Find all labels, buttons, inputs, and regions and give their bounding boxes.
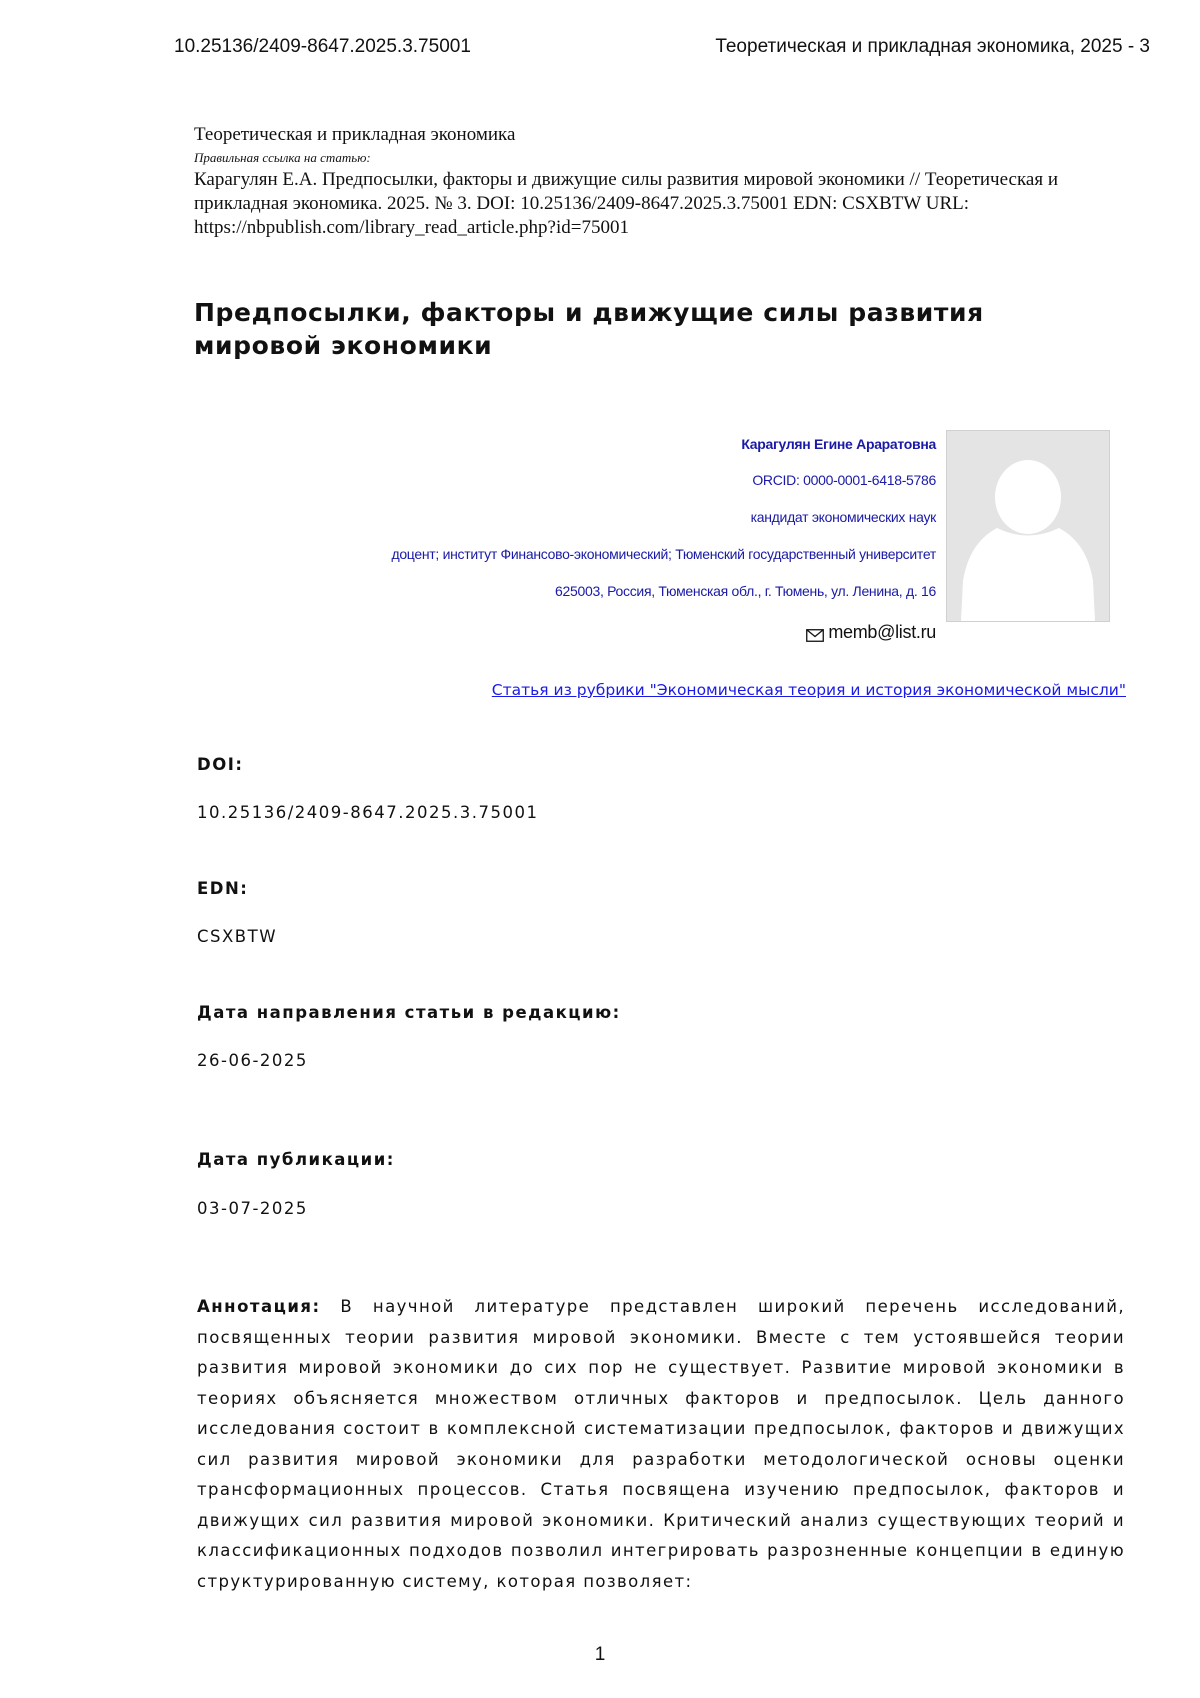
author-degree: кандидат экономических наук (750, 509, 936, 525)
edn-value: CSXBTW (197, 927, 278, 946)
running-header-doi: 10.25136/2409-8647.2025.3.75001 (174, 36, 471, 57)
citation-text[interactable]: Карагулян Е.А. Предпосылки, факторы и движущие силы развития мировой экономики // Теоретическая и прикладная экономика. 2025. № 3. DOI: 10.25136/2409-8647.2025.3.75001 EDN: CSXBTW URL: https://nbpublish.com/library_read_article.php?id=75001 (194, 169, 1058, 238)
running-header-journal: Теоретическая и прикладная экономика, 2025 - 3 (715, 36, 1150, 57)
abstract (197, 1292, 1125, 1597)
edn-label: EDN: (197, 879, 249, 898)
author-photo-placeholder (946, 430, 1110, 622)
submission-date-value: 26-06-2025 (197, 1051, 308, 1070)
author-orcid: ORCID: 0000-0001-6418-5786 (752, 472, 936, 488)
author-address: 625003, Россия, Тюменская обл., г. Тюмень, ул. Ленина, д. 16 (555, 583, 936, 599)
abstract-label: Аннотация: (197, 1297, 321, 1316)
author-email[interactable] (806, 622, 936, 643)
envelope-icon (806, 626, 824, 639)
abstract-text: В научной литературе представлен широкий перечень исследований, посвященных теории развития мировой экономики. Вместе с тем устоявшейся теории развития мировой экономики до сих пор не существует. Развитие мировой экономики в теориях объясняется множеством отличных факторов и предпосылок. Цель данного исследования состоит в комплексной систематизации предпосылок, факторов и движущих сил развития мировой экономики для разработки методологической основы оценки трансформационных процессов. Статья посвящена изучению предпосылок, факторов и движущих сил развития мировой экономики. Критический анализ существующих теорий и классификационных подходов позволил интегрировать разрозненные концепции в единую структурированную систему, которая позволяет: (197, 1297, 1125, 1591)
author-position: доцент; институт Финансово-экономический; Тюменский государственный университет (391, 546, 936, 562)
doi-label: DOI: (197, 755, 244, 774)
citation-journal: Теоретическая и прикладная экономика (194, 124, 516, 145)
page-number: 1 (594, 1644, 606, 1665)
publication-date-value: 03-07-2025 (197, 1199, 308, 1218)
citation-label: Правильная ссылка на статью: (194, 150, 371, 165)
article-title: Предпосылки, факторы и движущие силы развития мировой экономики (194, 298, 984, 360)
author-email-text[interactable]: memb@list.ru (828, 622, 936, 642)
rubric-link[interactable]: Статья из рубрики "Экономическая теория и история экономической мысли" (491, 681, 1126, 699)
submission-date-label: Дата направления статьи в редакцию: (197, 1003, 621, 1022)
publication-date-label: Дата публикации: (197, 1150, 395, 1169)
author-name: Карагулян Егине Араратовна (741, 436, 936, 452)
doi-value: 10.25136/2409-8647.2025.3.75001 (197, 803, 539, 822)
avatar-silhouette-icon (947, 431, 1109, 621)
